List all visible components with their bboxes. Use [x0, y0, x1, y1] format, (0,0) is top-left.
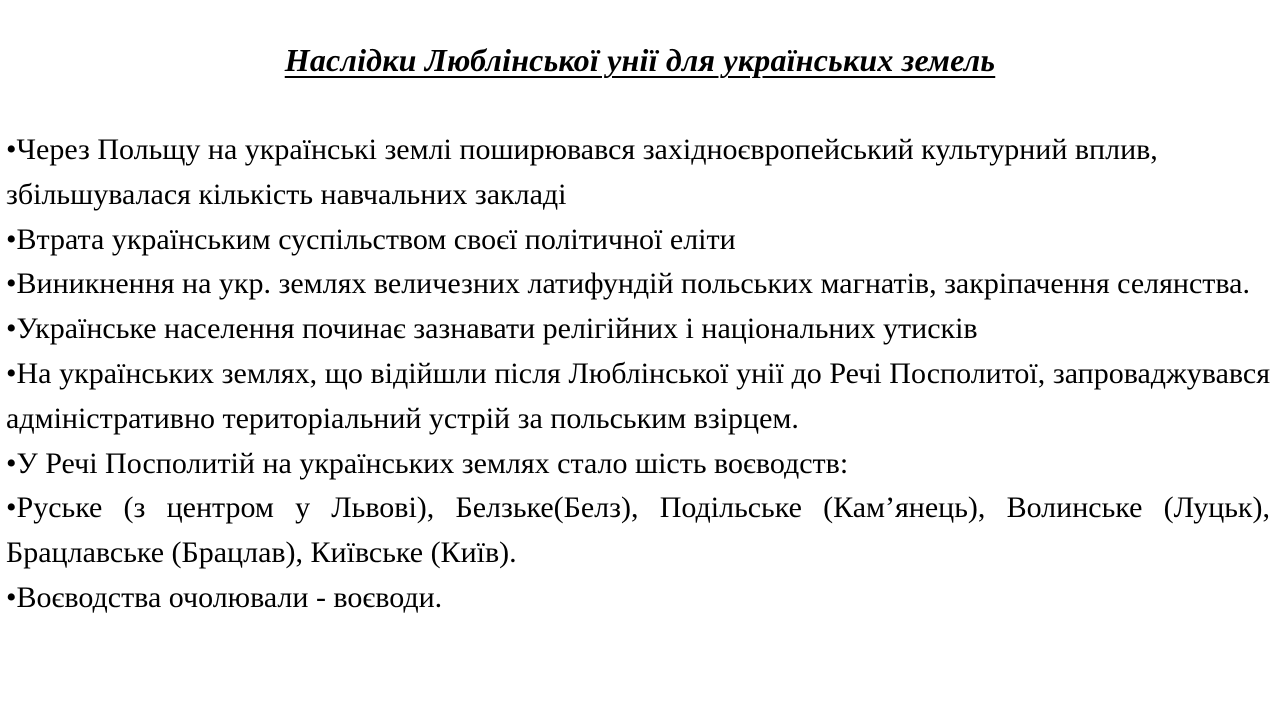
bullet-icon: • [6, 356, 17, 390]
list-item [6, 576, 1270, 621]
list-item [6, 307, 1270, 352]
list-item [6, 352, 1270, 442]
bullet-icon: • [6, 267, 17, 301]
bullet-icon: • [6, 491, 17, 525]
list-item-text: Воєводства очолювали - воєводи. [16, 580, 443, 614]
list-item [6, 218, 1270, 263]
list-item-text: Українське населення починає зазнавати релігійних і національних утисків [16, 312, 978, 346]
list-item-text: У Речі Посполитій на українських землях стало шість воєводств: [16, 446, 849, 480]
bullet-list [6, 128, 1270, 621]
bullet-icon: • [6, 446, 17, 480]
slide-title [0, 37, 1280, 83]
list-item [6, 128, 1270, 218]
bullet-icon: • [6, 580, 17, 614]
list-item-text: Через Польщу на українські землі поширювався західноєвропейський культурний вплив, збільшувалася кількість навчальних закладі [6, 133, 1158, 211]
bullet-icon: • [6, 312, 17, 346]
list-item [6, 486, 1270, 576]
bullet-icon: • [6, 222, 17, 256]
list-item-text: Виникнення на укр. землях величезних латифундій польських магнатів, закріпачення селянства. [16, 267, 1250, 301]
list-item [6, 262, 1270, 307]
bullet-icon: • [6, 133, 17, 166]
list-item-text: Руське (з центром у Львові), Белзьке(Белз), Подільське (Кам’янець), Волинське (Луцьк), Брацлавське (Брацлав), Київське (Київ). [6, 491, 1270, 570]
list-item [6, 442, 1270, 487]
list-item-text: На українських землях, що відійшли після Люблінської унії до Речі Посполитої, запроваджувався адміністративно територіальний устрій за польським взірцем. [6, 356, 1270, 435]
list-item-text: Втрата українським суспільством своєї політичної еліти [16, 222, 736, 256]
slide-title-text: Наслідки Люблінської унії для українських земель [284, 42, 996, 78]
